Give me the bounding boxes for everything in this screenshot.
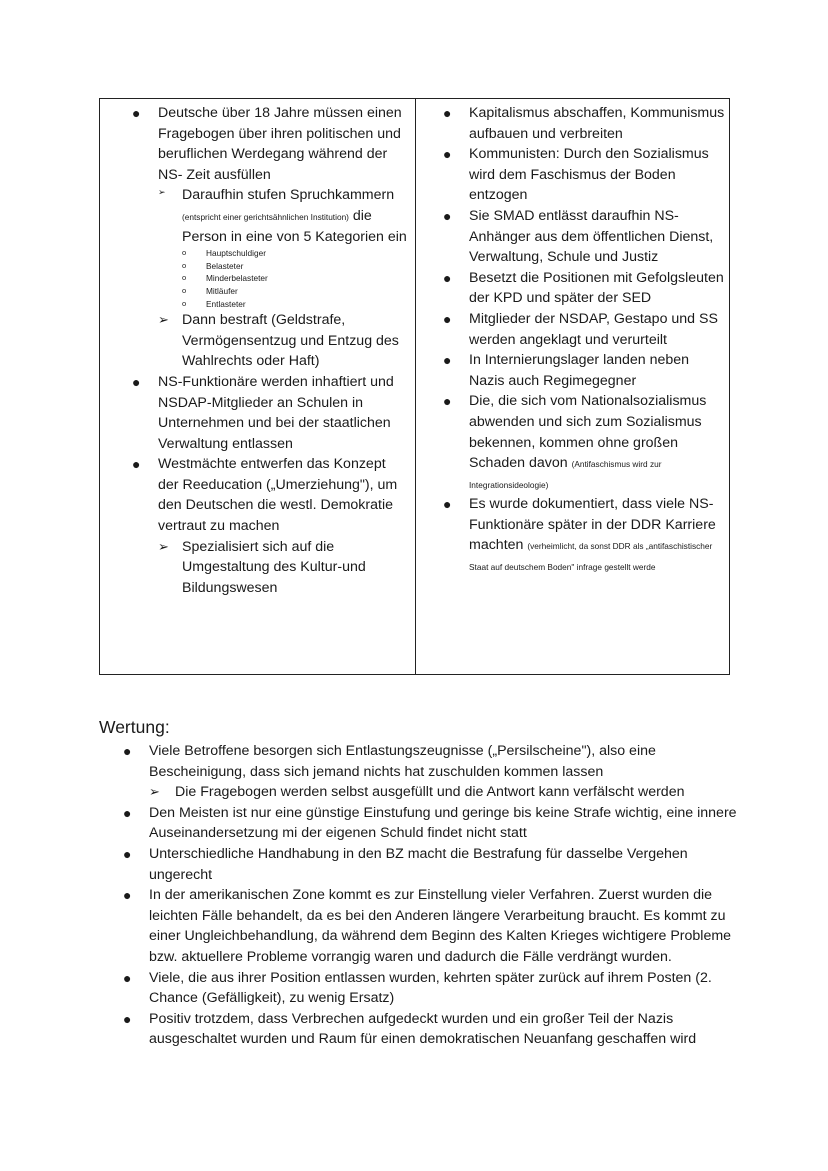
item-note: (Antifaschismus wird zur Integrationsideologie) [469, 459, 662, 490]
item-text: Kommunisten: Durch den Sozialismus wird dem Faschismus der Boden entzogen [469, 146, 709, 204]
wertung-item [99, 885, 739, 967]
arrow-icon: ➢ [158, 187, 166, 198]
arrow-icon: ➢ [158, 538, 169, 554]
sub-item [158, 185, 410, 247]
item-text: NS-Funktionäre werden inhaftiert und NSDAP-Mitglieder an Schulen in Unternehmen und bei der staatlichen Verwaltung entlassen [158, 373, 394, 452]
bullet-icon: ● [123, 1010, 132, 1027]
category-label: Entlasteter [206, 298, 246, 309]
list-item [421, 494, 726, 576]
list-item [104, 454, 410, 598]
category-list [158, 247, 410, 310]
bullet-icon: ● [443, 105, 452, 121]
right-column [421, 103, 726, 577]
bullet-icon: ● [123, 845, 132, 862]
arrow-icon: ➢ [149, 784, 160, 800]
right-bullet-list [421, 103, 726, 577]
item-text: Sie SMAD entlässt daraufhin NS-Anhänger aus dem öffentlichen Dienst, Verwaltung, Schule und Justiz [469, 207, 714, 266]
item-text: Die, die sich vom Nationalsozialismus abwenden und sich zum Sozialismus bekennen, kommen ohne großen Schaden davon [469, 393, 707, 472]
left-column [104, 103, 410, 598]
bullet-icon: ● [443, 146, 452, 163]
list-item [104, 103, 410, 372]
item-text: Unterschiedliche Handhabung in den BZ macht die Bestrafung für dasselbe Vergehen ungerecht [149, 845, 688, 883]
list-item [421, 206, 726, 268]
category-item [182, 285, 410, 298]
item-text: In Internierungslager landen neben Nazis auch Regimegegner [469, 352, 690, 389]
bullet-icon: ● [443, 269, 452, 286]
item-text: Besetzt die Positionen mit Gefolgsleuten der KPD und später der SED [469, 269, 724, 307]
item-note: (verheimlicht, da sonst DDR als „antifaschistischer Staat auf deutschem Boden" infrage gestellt werde [469, 541, 713, 573]
wertung-heading: Wertung: [99, 717, 170, 737]
bullet-icon: ● [123, 743, 132, 759]
bullet-icon: ● [123, 804, 132, 821]
category-item [182, 298, 410, 311]
circle-bullet-icon: o [182, 248, 187, 258]
left-bullet-list [104, 103, 410, 598]
circle-bullet-icon: o [182, 285, 187, 295]
wertung-item [99, 803, 739, 844]
list-item [421, 391, 726, 494]
item-text: Westmächte entwerfen das Konzept der Reeducation („Umerziehung"), um den Deutschen die westl. Demokratie vertraut zu machen [158, 456, 398, 535]
wertung-item [99, 1009, 739, 1050]
wertung-item [99, 741, 739, 782]
bullet-icon: ● [132, 373, 141, 390]
sub-item-text-end: die Person in eine von 5 Kategorien ein [182, 207, 407, 245]
item-text: Deutsche über 18 Jahre müssen einen Fragebogen über ihren politischen und beruflichen Werdegang während der NS- Zeit ausfüllen [158, 105, 402, 183]
sub-item-note: (entspricht einer gerichtsähnlichen Institution) [182, 211, 349, 222]
item-text: Positiv trotzdem, dass Verbrechen aufgedeckt wurden und ein großer Teil der Nazis ausgeschaltet wurden und Raum für einen demokratischen Neuanfang geschaffen wird [149, 1010, 697, 1048]
category-label: Hauptschuldiger [206, 248, 266, 259]
category-item [182, 260, 410, 273]
sub-item-text: Dann bestraft (Geldstrafe, Vermögensentzug und Entzug des Wahlrechts oder Haft) [182, 312, 399, 370]
wertung-item [99, 968, 739, 1009]
item-text: In der amerikanischen Zone kommt es zur Einstellung vieler Verfahren. Zuerst wurden die leichten Fälle behandelt, da es bei den Anderen längere Verarbeitung braucht. Es kommt zu einer Ungleichbehandlung, da während dem Beginn des Kalten Krieges wichtigere Probleme bzw. aktuellere Probleme vorrangig waren und dadurch die Fälle verdrängt wurden. [149, 887, 732, 965]
item-text: Viele, die aus ihrer Position entlassen wurden, kehrten später zurück auf ihrem Posten (2. Chance (Gefälligkeit), zu wenig Ersatz) [149, 969, 712, 1007]
sub-item-text: Daraufhin stufen Spruchkammern [182, 187, 395, 204]
wertung-list [99, 741, 739, 1050]
wertung-sub-item [99, 782, 739, 803]
item-text: Mitglieder der NSDAP, Gestapo und SS werden angeklagt und verurteilt [469, 310, 718, 348]
category-label: Minderbelasteter [206, 273, 268, 284]
list-item [104, 372, 410, 454]
list-item [421, 309, 726, 350]
bullet-icon: ● [443, 352, 452, 369]
bullet-icon: ● [443, 496, 452, 513]
bullet-icon: ● [132, 105, 141, 121]
category-item [182, 247, 410, 260]
wertung-item [99, 844, 739, 885]
item-text: Den Meisten ist nur eine günstige Einstufung und geringe bis keine Strafe wichtig, eine innere Auseinandersetzung mi der eigenen Schuld findet nicht statt [149, 804, 737, 842]
list-item [421, 144, 726, 206]
bullet-icon: ● [123, 969, 132, 986]
sub-item [158, 537, 410, 599]
comparison-table [99, 98, 730, 675]
column-divider [415, 99, 416, 674]
list-item [421, 268, 726, 309]
item-text: Viele Betroffene besorgen sich Entlastungszeugnisse („Persilscheine"), also eine Bescheinigung, dass sich jemand nichts hat zuschulden kommen lassen [149, 743, 656, 780]
category-label: Belasteter [206, 260, 244, 271]
bullet-icon: ● [123, 887, 132, 904]
list-item [421, 350, 726, 391]
arrow-icon: ➢ [158, 312, 169, 328]
sub-item [158, 310, 410, 372]
list-item [421, 103, 726, 144]
sub-item-text: Spezialisiert sich auf die Umgestaltung des Kultur-und Bildungswesen [182, 538, 366, 596]
item-text: Es wurde dokumentiert, dass viele NS-Funktionäre später in der DDR Karriere machten [469, 496, 716, 554]
bullet-icon: ● [443, 207, 452, 224]
circle-bullet-icon: o [182, 273, 187, 283]
category-item [182, 272, 410, 285]
bullet-icon: ● [443, 310, 452, 327]
circle-bullet-icon: o [182, 260, 187, 270]
bullet-icon: ● [132, 456, 141, 473]
circle-bullet-icon: o [182, 298, 187, 308]
item-text: Kapitalismus abschaffen, Kommunismus aufbauen und verbreiten [469, 105, 725, 142]
bullet-icon: ● [443, 393, 452, 410]
sub-item-text: Die Fragebogen werden selbst ausgefüllt und die Antwort kann verfälscht werden [175, 784, 685, 801]
category-label: Mitläufer [206, 285, 238, 296]
